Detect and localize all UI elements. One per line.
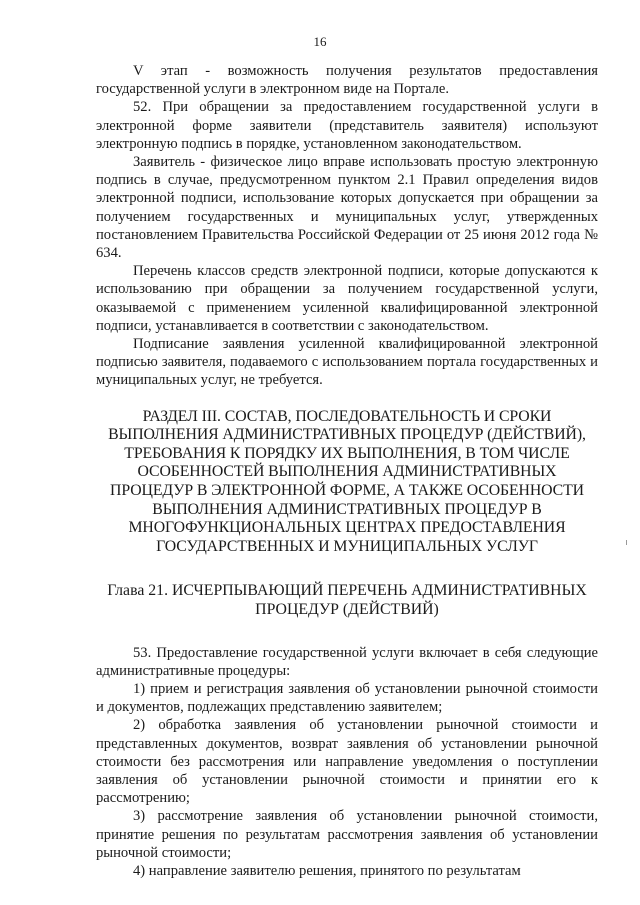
- chapter-title-text: ИСЧЕРПЫВАЮЩИЙ ПЕРЕЧЕНЬ АДМИНИСТРАТИВНЫХ ПРОЦЕДУР (ДЕЙСТВИЙ): [171, 582, 587, 618]
- chapter-title-prefix: Глава 21.: [107, 582, 169, 600]
- list-item: 1) прием и регистрация заявления об установлении рыночной стоимости и документов, подлежащих представлению заявителем;: [96, 681, 598, 716]
- paragraph: Перечень классов средств электронной подписи, которые допускаются к использованию при обращении за получением государственной услуги, оказываемой с применением усиленной квалифицированной электронной подписи, устанавливается в соответствии с законодательством.: [96, 263, 598, 334]
- list-item: 3) рассмотрение заявления об установлении рыночной стоимости, принятие решения по результатам рассмотрения заявления об установлении рыночной стоимости;: [96, 808, 598, 861]
- paragraph: 52. При обращении за предоставлением государственной услуги в электронной форме заявители (представитель заявителя) используют электронную подпись в порядке, установленном законодательством.: [96, 99, 598, 152]
- document-body: [96, 62, 598, 880]
- section-title-text: СОСТАВ, ПОСЛЕДОВАТЕЛЬНОСТЬ И СРОКИ ВЫПОЛНЕНИЯ АДМИНИСТРАТИВНЫХ ПРОЦЕДУР (ДЕЙСТВИЙ), ТРЕБОВАНИЯ К ПОРЯДКУ ИХ ВЫПОЛНЕНИЯ, В ТОМ ЧИСЛЕ ОСОБЕННОСТЕЙ ВЫПОЛНЕНИЯ АДМИНИСТРАТИВНЫХ ПРОЦЕДУР В ЭЛЕКТРОННОЙ ФОРМЕ, А ТАКЖЕ ОСОБЕННОСТИ ВЫПОЛНЕНИЯ АДМИНИСТРАТИВНЫХ ПРОЦЕДУР В МНОГОФУНКЦИОНАЛЬНЫХ ЦЕНТРАХ ПРЕДОСТАВЛЕНИЯ ГОСУДАРСТВЕННЫХ И МУНИЦИПАЛЬНЫХ УСЛУГ: [108, 407, 586, 555]
- list-item: 4) направление заявителю решения, принятого по результатам: [133, 863, 521, 880]
- paragraph: 53. Предоставление государственной услуги включает в себя следующие административные процедуры:: [96, 644, 598, 679]
- section-title-prefix: РАЗДЕЛ III.: [142, 407, 221, 425]
- chapter-title: [96, 582, 598, 619]
- section-title: [96, 408, 598, 557]
- list-item: 2) обработка заявления об установлении рыночной стоимости и представленных документов, возврат заявления об установлении рыночной стоимости без рассмотрения или направление уведомления о поступлении заявления об установлении рыночной стоимости и принятии его к рассмотрению;: [96, 717, 598, 807]
- page-number: 16: [313, 34, 327, 49]
- paragraph: V этап - возможность получения результатов предоставления государственной услуги в электронном виде на Портале.: [96, 63, 598, 98]
- scan-mark: [626, 540, 627, 545]
- paragraph: Подписание заявления усиленной квалифицированной электронной подписью заявителя, подаваемого с использованием портала государственных и муниципальных услуг, не требуется.: [96, 336, 598, 389]
- paragraph: Заявитель - физическое лицо вправе использовать простую электронную подпись в случае, предусмотренном пунктом 2.1 Правил определения видов электронной подписи, использование которых допускается при обращении за получением государственных и муниципальных услуг, утвержденных постановлением Правительства Российской Федерации от 25 июня 2012 года № 634.: [96, 154, 598, 262]
